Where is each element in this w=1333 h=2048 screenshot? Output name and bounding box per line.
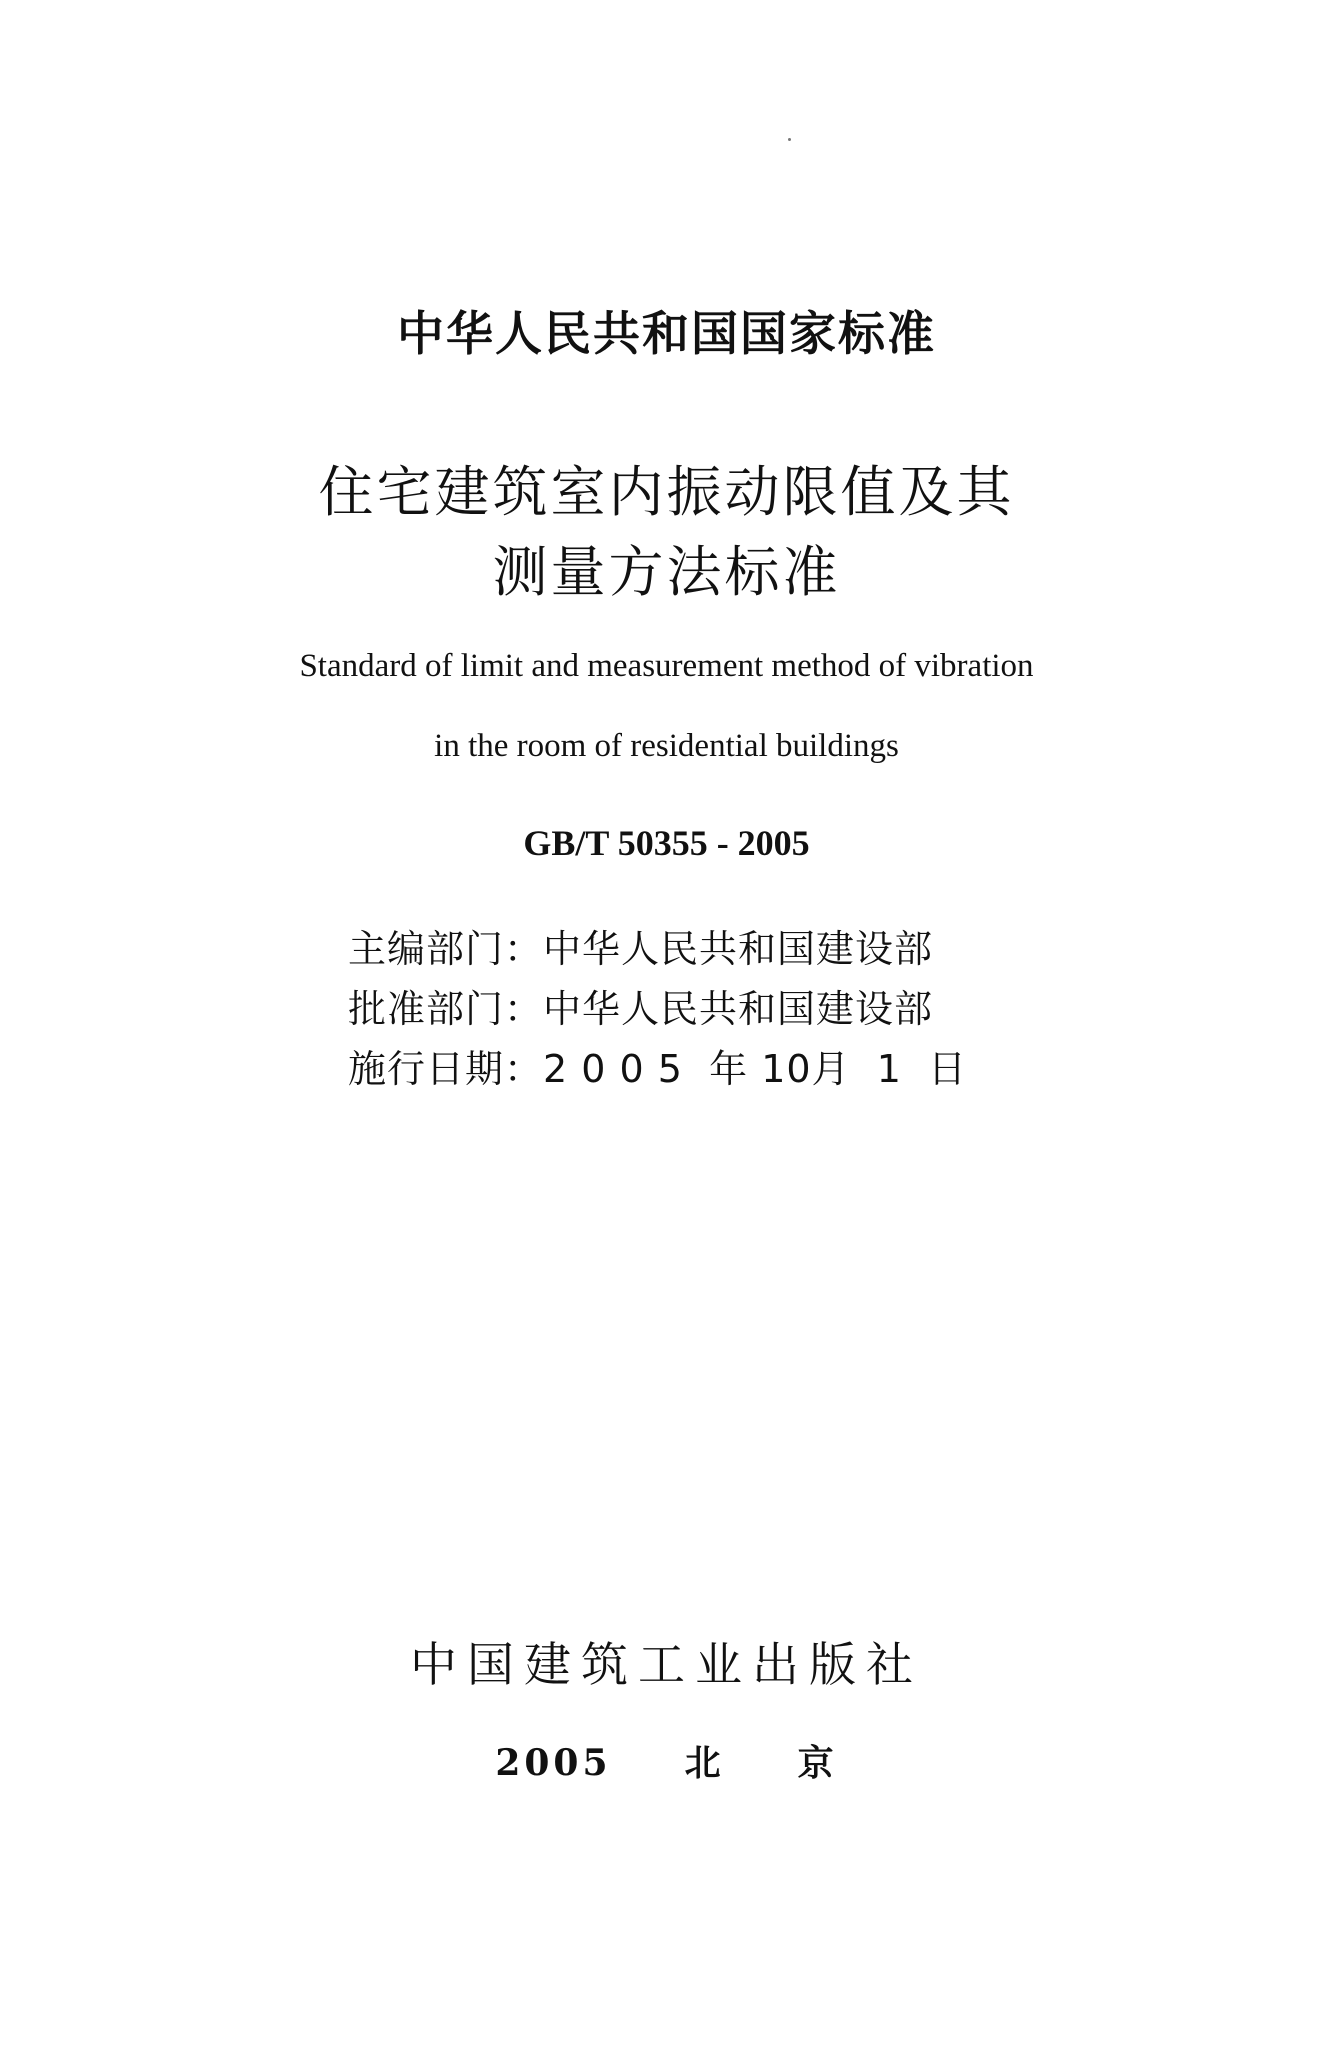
info-row-editing-department: [348, 918, 933, 973]
publication-year-city: 2005 北 京: [495, 1742, 838, 1784]
info-label: 主编部门：: [348, 927, 544, 971]
scan-speck: [788, 138, 791, 141]
info-value: 2 0 0 5 年 10月 1 日: [543, 1047, 968, 1091]
english-title-line-2: in the room of residential buildings: [434, 728, 899, 764]
chinese-title-line-2: 测量方法标准: [492, 540, 841, 604]
info-value: 中华人民共和国建设部: [543, 927, 934, 971]
standard-type-heading: 中华人民共和国国家标准: [397, 307, 936, 362]
english-title-line-1: Standard of limit and measurement method of vibration: [299, 648, 1034, 684]
info-label: 施行日期：: [348, 1047, 544, 1091]
publisher-name: 中国建筑工业出版社: [410, 1638, 923, 1693]
info-label: 批准部门：: [348, 987, 544, 1031]
info-row-approving-department: [348, 978, 933, 1033]
info-value: 中华人民共和国建设部: [543, 987, 934, 1031]
chinese-title-line-1: 住宅建筑室内振动限值及其: [318, 460, 1015, 524]
info-row-effective-date: [348, 1038, 967, 1093]
standard-code: GB/T 50355 - 2005: [523, 823, 810, 863]
